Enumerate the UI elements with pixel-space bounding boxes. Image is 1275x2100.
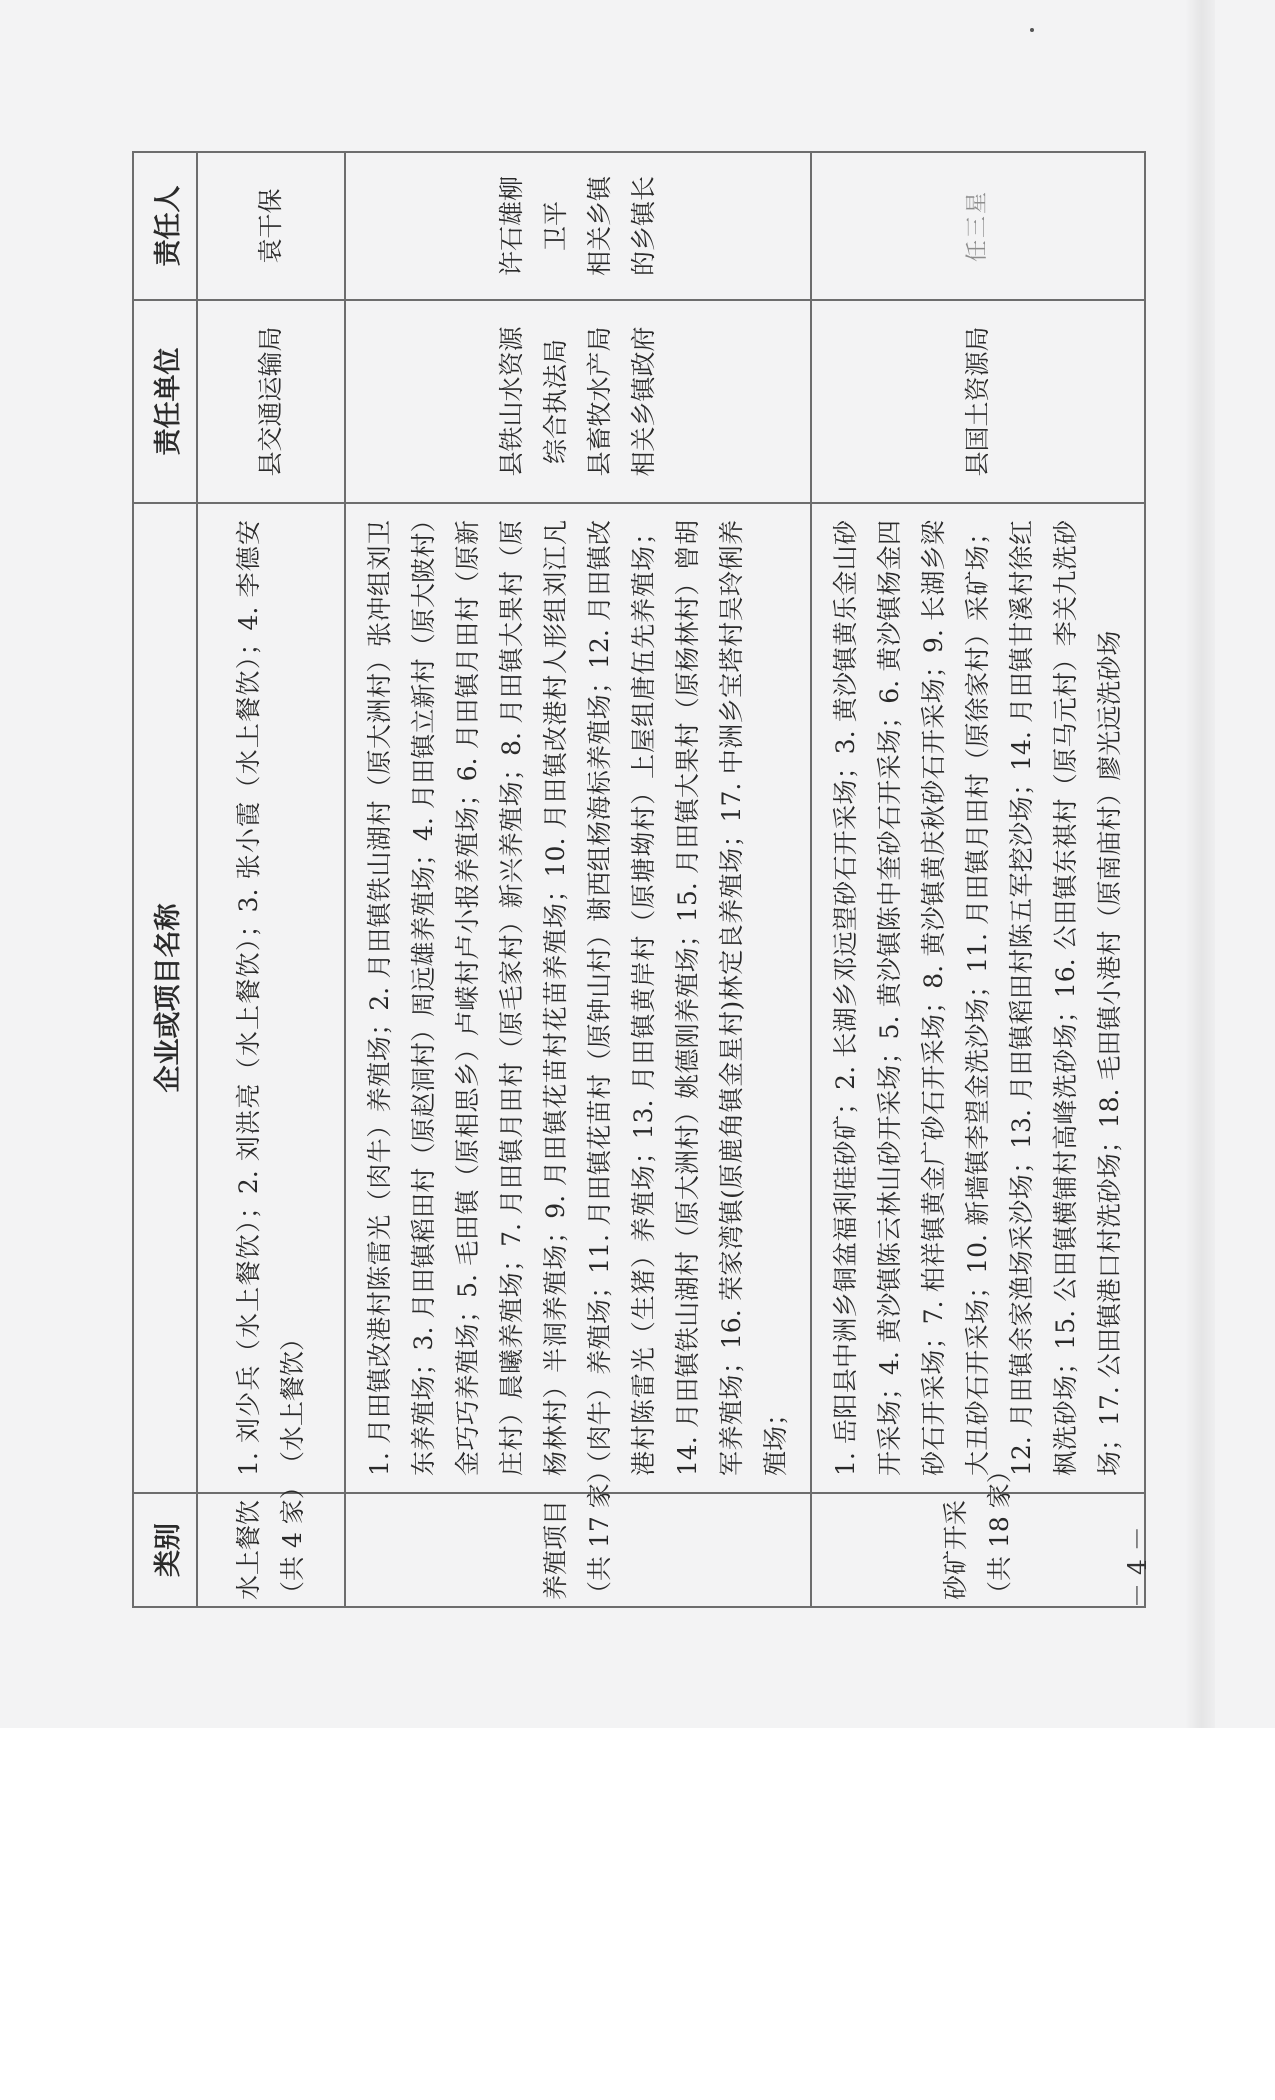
unit-cell [811,300,1145,503]
person-line: 的乡镇长 [629,176,658,277]
person-line: 卫平 [541,201,570,252]
unit-line: 县畜牧水产局 [585,326,614,477]
person-cell [197,152,345,300]
table-row [197,152,345,1607]
unit-line: 县铁山水资源 [497,326,526,477]
person-line: 袁干保 [256,188,285,264]
header-project: 企业或项目名称 [133,503,197,1493]
unit-line: 相关乡镇政府 [629,326,658,477]
unit-line: 县交通运输局 [256,326,285,477]
responsibility-table [132,151,1146,1608]
page-edge-shadow [1185,0,1215,1728]
category-count: （共 4 家） [278,1474,307,1606]
rotated-document [132,153,1152,1608]
person-cell [811,152,1145,300]
category-count: （共 18 家） [985,1458,1014,1606]
project-list: 1. 岳阳县中洲乡铜盆福利硅砂矿；2. 长湖乡邓远望砂石开采场；3. 黄沙镇黄乐金山砂开采场；4. 黄沙镇陈云林山砂开采场；5. 黄沙镇陈中奎砂石开采场；6. 黄沙镇杨金四砂石开采场；7. 柏祥镇黄金广砂石开采场；8. 黄沙镇黄庆秋砂石开采场；9. 长湖乡梁大丑砂石开采场；10. 新墙镇李望金洗沙场；11. 月田镇月田村（原徐家村）采矿场；12. 月田镇余家渔场采沙场；13. 月田镇稻田村陈五军挖沙场；14. 月田镇甘溪村徐红枫洗砂场；15. 公田镇横铺村高峰洗砂场；16. 公田镇东祺村（原马元村）李关九洗砂场；17. 公田镇港口村洗砂场；18. 毛田镇小港村（原南庙村）廖光远洗砂场 [811,503,1145,1493]
unit-line: 县国土资源局 [963,326,992,477]
category-name: 砂矿开采 [941,1500,970,1601]
scan-speck [1030,28,1034,32]
category-cell [197,1474,345,1607]
table-row [345,152,811,1607]
category-name: 水上餐饮 [234,1500,263,1601]
header-person: 责任人 [133,152,197,300]
header-unit: 责任单位 [133,300,197,503]
unit-cell [345,300,811,503]
person-line: 任三星 [965,190,990,263]
category-cell [345,1458,811,1607]
table-row [811,152,1145,1607]
category-name: 养殖项目 [541,1500,570,1601]
person-cell [345,152,811,300]
person-line: 许石雄柳 [497,176,526,277]
unit-cell [197,300,345,503]
category-cell [811,1458,1145,1607]
category-count: （共 17 家） [585,1458,614,1606]
unit-line: 综合执法局 [541,339,570,465]
project-list: 1. 月田镇改港村陈雷光（肉牛）养殖场；2. 月田镇铁山湖村（原大洲村）张冲组刘卫东养殖场；3. 月田镇稻田村（原赵洞村）周远雄养殖场；4. 月田镇立新村（原大陂村）金巧巧养殖场；5. 毛田镇（原相思乡）卢嵘村卢小报养殖场；6. 月田镇月田村（原新庄村）晨曦养殖场；7. 月田镇月田村（原毛家村）新兴养殖场；8. 月田镇大果村（原杨林村）半洞养殖场；9. 月田镇花苗村花苗养殖场；10. 月田镇改港村人形组刘江凡（肉牛）养殖场；11. 月田镇花苗村（原钟山村）谢西组杨海标养殖场；12. 月田镇改港村陈雷光（生猪）养殖场；13. 月田镇黄岸村（原塘坳村）上屋组唐伍先养殖场；14. 月田镇铁山湖村（原大洲村）姚德刚养殖场；15. 月田镇大果村（原杨林村）曾胡军养殖场；16. 荣家湾镇(原鹿角镇金星村)林定良养殖场；17. 中洲乡宝塔村吴玲俐养殖场； [345,503,811,1493]
page-number: － 4 － [1123,1526,1152,1608]
header-category: 类别 [133,1493,197,1607]
project-list: 1. 刘少兵（水上餐饮）；2. 刘洪亮（水上餐饮）；3. 张小霞（水上餐饮）；4. 李德安（水上餐饮） [197,503,345,1493]
table-header-row [133,152,197,1607]
person-line: 相关乡镇 [585,176,614,277]
